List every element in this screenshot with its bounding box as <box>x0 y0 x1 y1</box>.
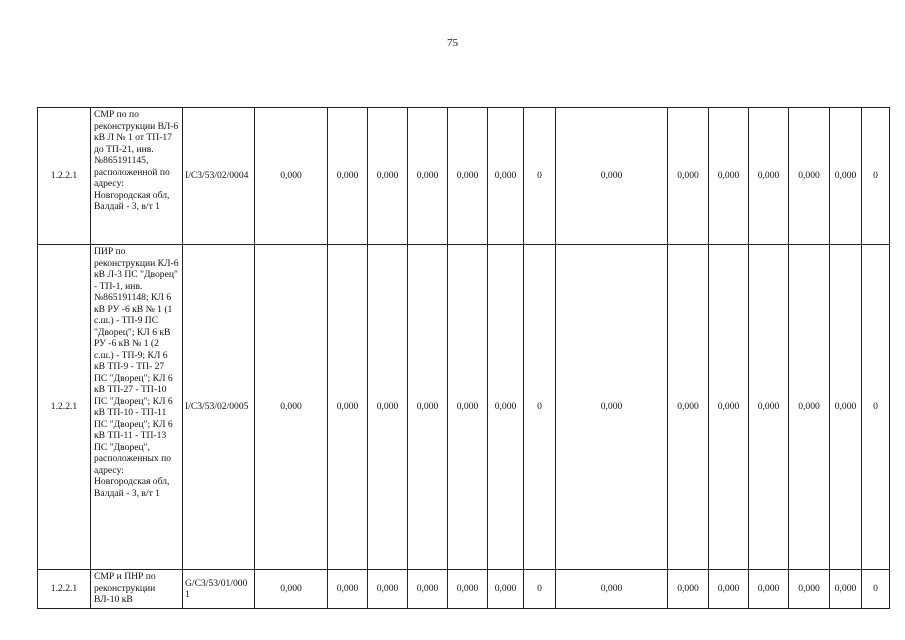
value-cell: 0,000 <box>556 570 668 609</box>
value-cell: 0 <box>524 108 556 245</box>
value-cell: 0,000 <box>408 570 448 609</box>
value-cell: 0,000 <box>668 245 709 570</box>
value-cell: 0 <box>862 245 890 570</box>
value-cell: 0,000 <box>830 570 862 609</box>
value-cell: 0,000 <box>328 245 368 570</box>
value-cell: 0,000 <box>668 570 709 609</box>
value-cell: 0,000 <box>830 108 862 245</box>
value-cell: 0,000 <box>488 245 524 570</box>
value-cell: 0,000 <box>255 108 328 245</box>
row-description: СМР по по реконструкции ВЛ-6 кВ Л № 1 от ТП-17 до ТП-21, инв. №865191145, расположенной по адресу: Новгородская обл, Валдай - 3, в/т 1 <box>91 108 183 245</box>
value-cell: 0,000 <box>830 245 862 570</box>
value-cell: 0,000 <box>709 570 749 609</box>
row-code: I/C3/53/02/0005 <box>183 245 255 570</box>
value-cell: 0,000 <box>556 245 668 570</box>
value-cell: 0,000 <box>789 570 830 609</box>
table-row <box>38 570 890 609</box>
value-cell: 0,000 <box>556 108 668 245</box>
value-cell: 0,000 <box>789 245 830 570</box>
row-description: ПИР по реконструкции КЛ-6 кВ Л-3 ПС "Дворец" - ТП-1, инв. №865191148; КЛ 6 кВ РУ -6 кВ № 1 (1 с.ш.) - ТП-9 ПС "Дворец"; КЛ 6 кВ РУ -6 кВ № 1 (2 с.ш.) - ТП-9; КЛ 6 кВ ТП-9 - ТП- 27 ПС "Дворец"; КЛ 6 кВ ТП-27 - ТП-10 ПС "Дворец"; КЛ 6 кВ ТП-10 - ТП-11 ПС "Дворец"; КЛ 6 кВ ТП-11 - ТП-13 ПС "Дворец", расположенных по адресу: Новгородская обл, Валдай - 3, в/т 1 <box>91 245 183 570</box>
value-cell: 0,000 <box>668 108 709 245</box>
value-cell: 0,000 <box>368 570 408 609</box>
value-cell: 0,000 <box>488 108 524 245</box>
value-cell: 0,000 <box>408 108 448 245</box>
value-cell: 0 <box>524 245 556 570</box>
value-cell: 0,000 <box>408 245 448 570</box>
value-cell: 0 <box>524 570 556 609</box>
value-cell: 0,000 <box>709 245 749 570</box>
value-cell: 0,000 <box>749 245 789 570</box>
row-index: 1.2.2.1 <box>38 245 91 570</box>
value-cell: 0,000 <box>749 570 789 609</box>
value-cell: 0,000 <box>368 108 408 245</box>
page-number: 75 <box>447 37 458 49</box>
value-cell: 0,000 <box>488 570 524 609</box>
value-cell: 0 <box>862 108 890 245</box>
row-code: I/C3/53/02/0004 <box>183 108 255 245</box>
value-cell: 0,000 <box>709 108 749 245</box>
table-container <box>37 107 878 640</box>
value-cell: 0,000 <box>789 108 830 245</box>
row-index: 1.2.2.1 <box>38 108 91 245</box>
value-cell: 0 <box>862 570 890 609</box>
value-cell: 0,000 <box>328 108 368 245</box>
value-cell: 0,000 <box>448 245 488 570</box>
value-cell: 0,000 <box>448 108 488 245</box>
value-cell: 0,000 <box>255 245 328 570</box>
value-cell: 0,000 <box>448 570 488 609</box>
value-cell: 0,000 <box>368 245 408 570</box>
value-cell: 0,000 <box>328 570 368 609</box>
investment-table <box>37 107 890 609</box>
row-index: 1.2.2.1 <box>38 570 91 609</box>
row-description: СМР и ПНР по реконструкции ВЛ-10 кВ <box>91 570 183 609</box>
value-cell: 0,000 <box>749 108 789 245</box>
value-cell: 0,000 <box>255 570 328 609</box>
row-code: G/C3/53/01/0001 <box>183 570 255 609</box>
table-row <box>38 108 890 245</box>
table-row <box>38 245 890 570</box>
